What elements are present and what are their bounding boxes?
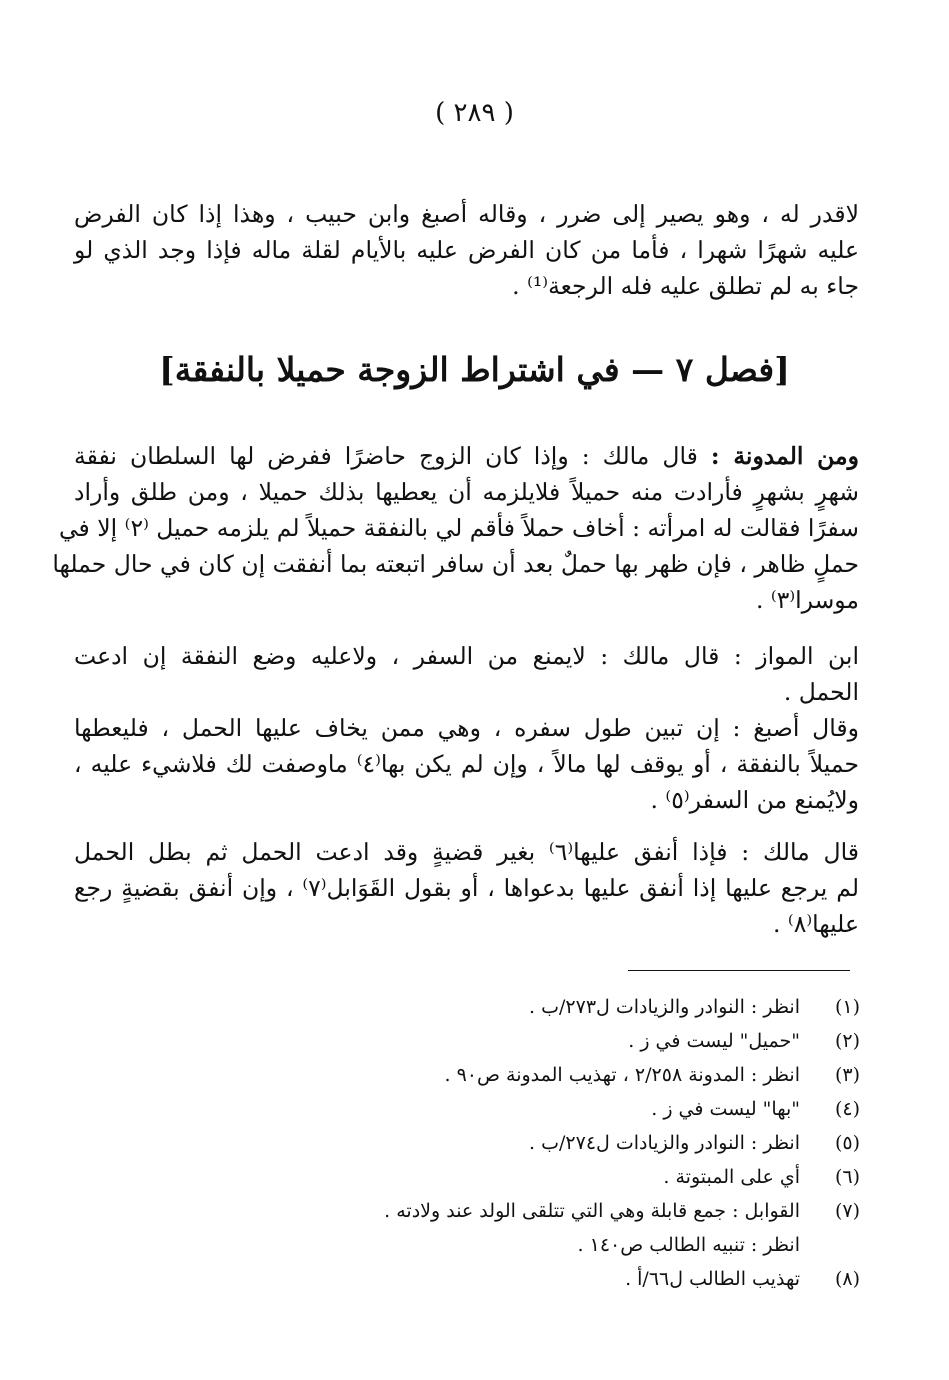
paragraph-asbagh: [74, 710, 859, 818]
footnote: [370, 990, 860, 1024]
footnote-number: (١): [834, 996, 860, 1018]
text-line: حميلاً بالنفقة ، أو يوقف لها مالاً ، وإن لم يكن بها⁽٤⁾ ماوصفت لك فلاشيء عليه ،: [74, 750, 859, 778]
footnote-text: أي على المبتوتة .: [663, 1166, 800, 1188]
footnote: [370, 1160, 860, 1194]
text-line: جاء به لم تطلق عليه فله الرجعة⁽¹⁾ .: [512, 272, 859, 300]
footnote-text: "حميل" ليست في ز .: [628, 1030, 800, 1052]
paragraph-mudawwana: [52, 438, 859, 618]
text-line: سفرًا فقالت له امرأته : أخاف حملاً فأقم لي بالنفقة حميلاً لم يلزمه حميل ⁽٢⁾ إلا في: [58, 514, 859, 542]
text-line-rest: قال مالك : وإذا كان الزوج حاضرًا ففرض لها السلطان نفقة: [74, 442, 698, 470]
footnote-number: (٨): [834, 1268, 860, 1290]
footnote-number: (٥): [834, 1132, 860, 1154]
paragraph-malik: [74, 834, 859, 942]
footnote: [370, 1262, 860, 1296]
footnote-text: انظر : المدونة ٢/٢٥٨ ، تهذيب المدونة ص٩٠ .: [444, 1064, 800, 1086]
text-line: قال مالك : فإذا أنفق عليها⁽٦⁾ بغير قضيةٍ وقد ادعت الحمل ثم بطل الحمل: [74, 838, 859, 866]
text-line: الحمل .: [783, 678, 859, 706]
footnote: [370, 1024, 860, 1058]
footnote-text: تهذيب الطالب ل٦٦/أ .: [625, 1268, 800, 1290]
section-heading: [فصل ٧ — في اشتراط الزوجة حميلا بالنفقة]: [159, 350, 790, 389]
text-line: عليها⁽٨⁾ .: [772, 910, 859, 938]
footnote-text: "بها" ليست في ز .: [651, 1098, 800, 1120]
footnote-number: (٢): [834, 1030, 860, 1052]
footnote-text: القوابل : جمع قابلة وهي التي تتلقى الولد عند ولادته .: [384, 1200, 800, 1222]
footnote-continuation: انظر : تنبيه الطالب ص١٤٠ .: [577, 1234, 800, 1256]
paragraph-continuation: [74, 196, 859, 304]
footnote: [370, 1092, 860, 1126]
page-number: ( ٢٨٩ ): [435, 98, 514, 128]
footnote-text: انظر : النوادر والزيادات ل٢٧٣/ب .: [529, 996, 800, 1018]
footnote-number: (٦): [834, 1166, 860, 1188]
source-lead: ومن المدونة :: [710, 442, 859, 470]
footnote-number: (٣): [834, 1064, 860, 1086]
footnote: [370, 1126, 860, 1160]
footnote-separator: [628, 970, 850, 971]
text-line: شهرٍ بشهرٍ فأرادت منه حميلاً فلايلزمه أن يعطيها بذلك حميلا ، ومن طلق وأراد: [74, 478, 859, 506]
footnote-number: (٤): [834, 1098, 860, 1120]
text-line: [74, 438, 859, 474]
text-line: لاقدر له ، وهو يصير إلى ضرر ، وقاله أصبغ وابن حبيب ، وهذا إذا كان الفرض: [74, 200, 859, 228]
footnote-number: (٧): [834, 1200, 860, 1222]
footnotes: [370, 990, 860, 1296]
text-line: عليه شهرًا شهرا ، فأما من كان الفرض عليه بالأيام لقلة ماله فإذا وجد الذي لو: [74, 236, 859, 264]
text-line: ولايُمنع من السفر⁽٥⁾ .: [650, 786, 859, 814]
paragraph-ibn-mawwaz: [74, 638, 859, 710]
text-line: موسرا⁽٣⁾ .: [755, 586, 859, 614]
text-line: لم يرجع عليها إذا أنفق عليها بدعواها ، أو بقول القَوَابل⁽٧⁾ ، وإن أنفق بقضيةٍ رجع: [74, 874, 859, 902]
footnote: [370, 1058, 860, 1092]
footnote-text: انظر : النوادر والزيادات ل٢٧٤/ب .: [529, 1132, 800, 1154]
footnote: [370, 1194, 860, 1228]
text-line: وقال أصبغ : إن تبين طول سفره ، وهي ممن يخاف عليها الحمل ، فليعطها: [74, 714, 859, 742]
text-line: ابن المواز : قال مالك : لايمنع من السفر ، ولاعليه وضع النفقة إن ادعت: [74, 642, 859, 670]
text-line: حملٍ ظاهر ، فإن ظهر بها حملٌ بعد أن سافر اتبعته بما أنفقت إن كان في حال حملها: [52, 550, 859, 578]
